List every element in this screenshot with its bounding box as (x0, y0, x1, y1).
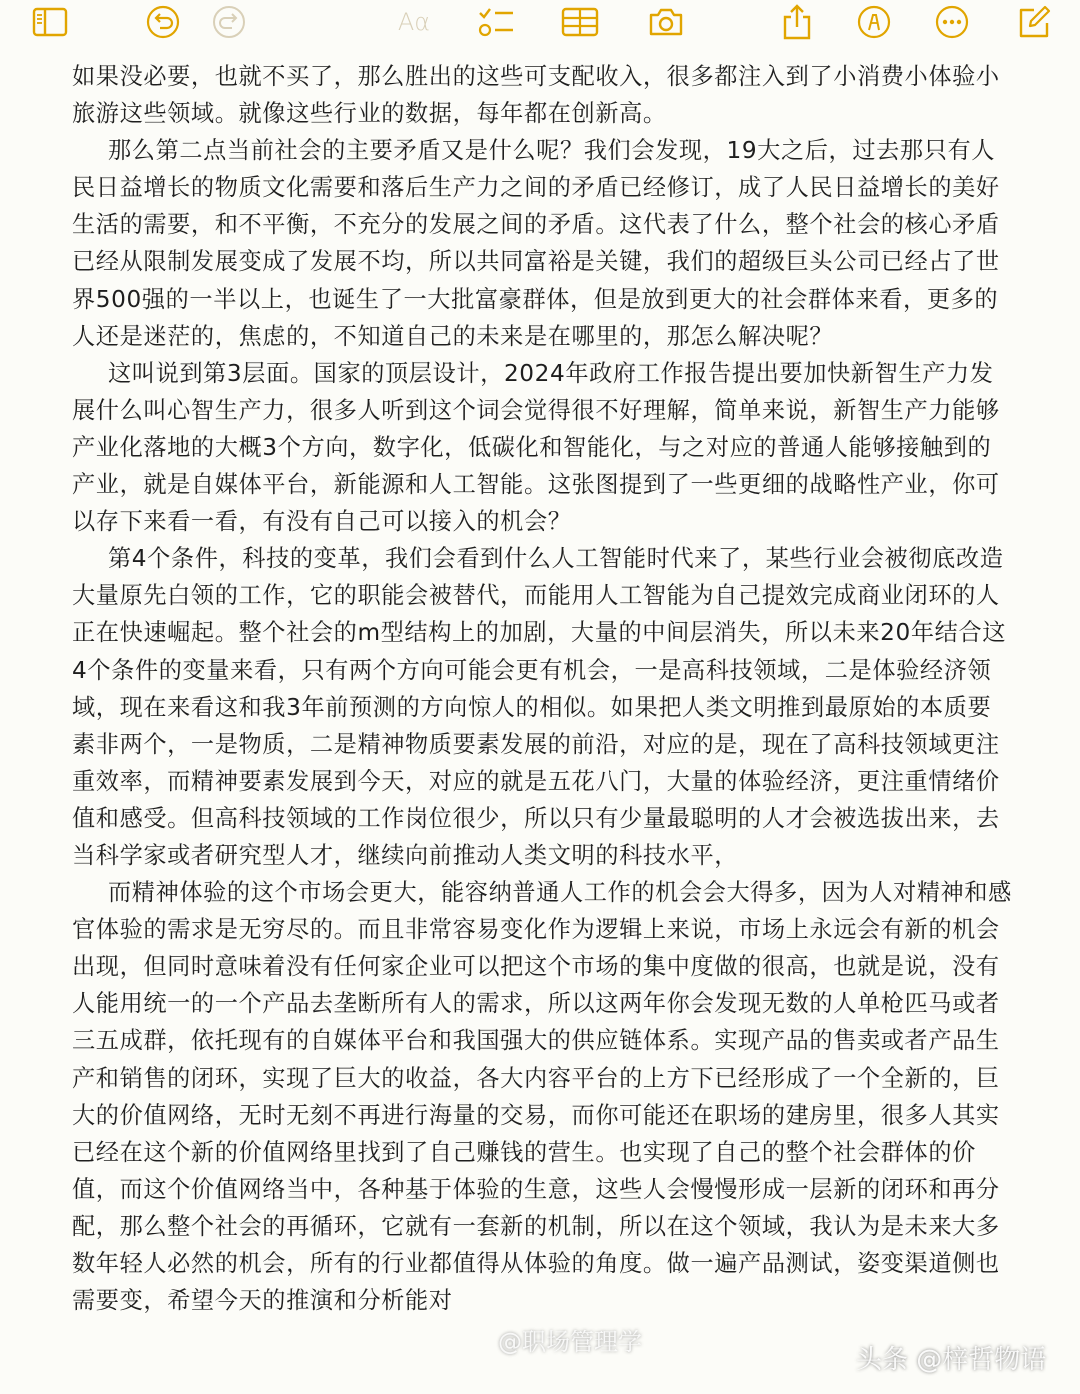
text-format-icon[interactable]: Aα (397, 8, 431, 36)
redo-icon[interactable] (209, 2, 249, 42)
sidebar-icon[interactable] (30, 2, 70, 42)
note-paragraph: 那么第二点当前社会的主要矛盾又是什么呢？我们会发现，19大之后，过去那只有人民日益增长的物质文化需要和落后生产力之间的矛盾已经修订，成了人民日益增长的美好生活的需要，和不平衡，不充分的发展之间的矛盾。这代表了什么，整个社会的核心矛盾已经从限制发展变成了发展不均，所以共同富裕是关键，我们的超级巨头公司已经占了世界500强的一半以上，也诞生了一大批富豪群体，但是放到更大的社会群体来看，更多的人还是迷茫的，焦虑的，不知道自己的未来是在哪里的，那怎么解决呢？ (72, 137, 1000, 350)
notes-toolbar (0, 0, 1080, 52)
checklist-icon[interactable] (476, 2, 516, 42)
markup-pen-icon[interactable] (854, 2, 894, 42)
note-paragraph: 如果没必要，也就不买了，那么胜出的这些可支配收入，很多都注入到了小消费小体验小旅游这些领域。就像这些行业的数据，每年都在创新高。 (72, 63, 1000, 128)
undo-icon[interactable] (143, 2, 183, 42)
more-icon[interactable] (932, 2, 972, 42)
watermark-left: @职场管理学 (498, 1328, 642, 1356)
compose-icon[interactable] (1014, 2, 1054, 42)
camera-icon[interactable] (646, 2, 686, 42)
note-paragraph: 这叫说到第3层面。国家的顶层设计，2024年政府工作报告提出要加快新智生产力发展什么叫心智生产力，很多人听到这个词会觉得很不好理解，简单来说，新智生产力能够产业化落地的大概3个方向，数字化，低碳化和智能化，与之对应的普通人能够接触到的产业，就是自媒体平台，新能源和人工智能。这张图提到了一些更细的战略性产业，你可以存下来看一看，有没有自己可以接入的机会？ (72, 359, 1000, 536)
note-body[interactable] (72, 58, 1012, 1319)
share-icon[interactable] (777, 2, 817, 42)
table-icon[interactable] (560, 2, 600, 42)
note-paragraph: 而精神体验的这个市场会更大，能容纳普通人工作的机会会大得多，因为人对精神和感官体验的需求是无穷尽的。而且非常容易变化作为逻辑上来说，市场上永远会有新的机会出现，但同时意味着没有任何家企业可以把这个市场的集中度做的很高，也就是说，没有人能用统一的一个产品去垄断所有人的需求，所以这两年你会发现无数的人单枪匹马或者三五成群，依托现有的自媒体平台和我国强大的供应链体系。实现产品的售卖或者产品生产和销售的闭环，实现了巨大的收益，各大内容平台的上方下已经形成了一个全新的，巨大的价值网络，无时无刻不再进行海量的交易，而你可能还在职场的建房里，很多人其实已经在这个新的价值网络里找到了自己赚钱的营生。也实现了自己的整个社会群体的价值，而这个价值网络当中，各种基于体验的生意，这些人会慢慢形成一层新的闭环和再分配，那么整个社会的再循环，它就有一套新的机制，所以在这个领域，我认为是未来大多数年轻人必然的机会，所有的行业都值得从体验的角度。做一遍产品测试，姿变渠道侧也需要变，希望今天的推演和分析能对 (72, 879, 1012, 1315)
watermark-right: 头条 @梓哲物语 (856, 1345, 1047, 1375)
note-paragraph: 第4个条件，科技的变革，我们会看到什么人工智能时代来了，某些行业会被彻底改造大量原先白领的工作，它的职能会被替代，而能用人工智能为自己提效完成商业闭环的人正在快速崛起。整个社会的m型结构上的加剧，大量的中间层消失，所以未来20年结合这4个条件的变量来看，只有两个方向可能会更有机会，一是高科技领域，二是体验经济领域，现在来看这和我3年前预测的方向惊人的相似。如果把人类文明推到最原始的本质要素非两个，一是物质，二是精神物质要素发展的前沿，对应的是，现在了高科技领域更注重效率，而精神要素发展到今天，对应的就是五花八门，大量的体验经济，更注重情绪价值和感受。但高科技领域的工作岗位很少，所以只有少量最聪明的人才会被选拔出来，去当科学家或者研究型人才，继续向前推动人类文明的科技水平， (72, 545, 1007, 869)
